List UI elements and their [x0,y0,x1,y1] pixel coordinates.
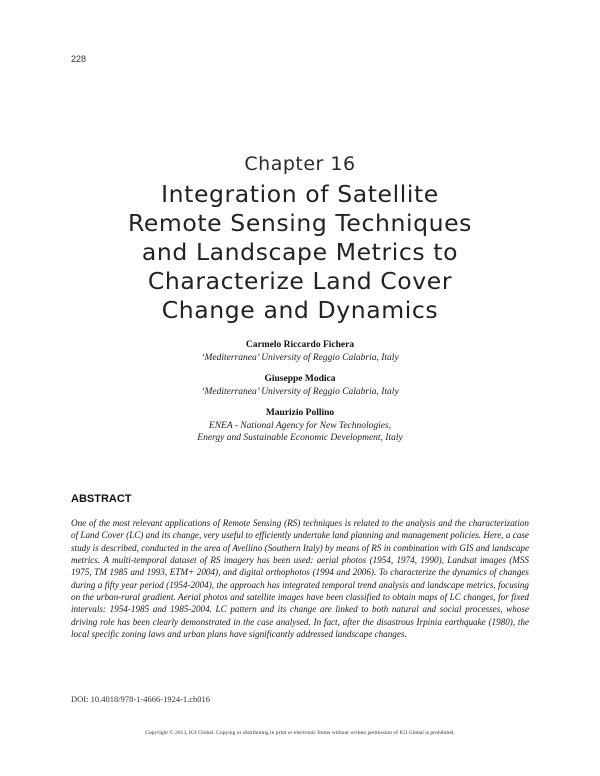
page-number: 228 [71,54,87,64]
abstract-body: One of the most relevant applications of Remote Sensing (RS) techniques is related to the analysis and the characterization of Land Cover (LC) and its change, very useful to efficiently undertake land planning and management policies. Here, a case study is described, conducted in the area of Avellino (Southern Italy) by means of RS in combination with GIS and landscape metrics. A multi-temporal dataset of RS imagery has been used: aerial photos (1954, 1974, 1990), Landsat images (MSS 1975, TM 1985 and 1993, ETM+ 2004), and digital orthophotos (1994 and 2006). To characterize the dynamics of changes during a fifty year period (1954-2004), the approach has integrated temporal trend analysis and landscape metrics, focusing on the urban-rural gradient. Aerial photos and satellite images have been classified to obtain maps of LC changes, for fixed intervals: 1954-1985 and 1985-2004. LC pattern and its change are linked to both natural and social processes, whose driving role has been clearly demonstrated in the case analysed. In fact, after the disastrous Irpinia earthquake (1980), the local specific zoning laws and urban plans have significantly addressed landscape changes. [71,518,529,640]
title-line: Change and Dynamics [161,296,439,324]
author-block [60,339,540,364]
author-affiliation: ‘Mediterranea’ University of Reggio Calabria, Italy [201,387,399,397]
author-name: Maurizio Pollino [265,408,335,418]
author-affiliation: Energy and Sustainable Economic Development, Italy [197,433,403,443]
abstract-heading: ABSTRACT [71,493,132,505]
chapter-label: Chapter 16 [244,153,356,175]
author-name: Carmelo Riccardo Fichera [245,340,355,350]
chapter-title [60,180,540,325]
author-affiliation: ‘Mediterranea’ University of Reggio Calabria, Italy [201,353,399,363]
author-block [60,373,540,398]
author-block [60,407,540,444]
title-line: Remote Sensing Techniques [127,209,473,237]
author-list [60,339,540,453]
title-line: Integration of Satellite [161,180,439,208]
author-name: Giuseppe Modica [264,374,336,384]
doi-line: DOI: 10.4018/978-1-4666-1924-1.ch016 [71,694,211,704]
author-affiliation: ENEA - National Agency for New Technologies, [208,421,392,431]
title-line: Characterize Land Cover [147,267,453,295]
copyright-notice: Copyright © 2013, IGI Global. Copying or distributing in print or electronic forms without written permission of IGI Global is prohibited. [145,730,455,736]
title-line: and Landscape Metrics to [141,238,459,266]
